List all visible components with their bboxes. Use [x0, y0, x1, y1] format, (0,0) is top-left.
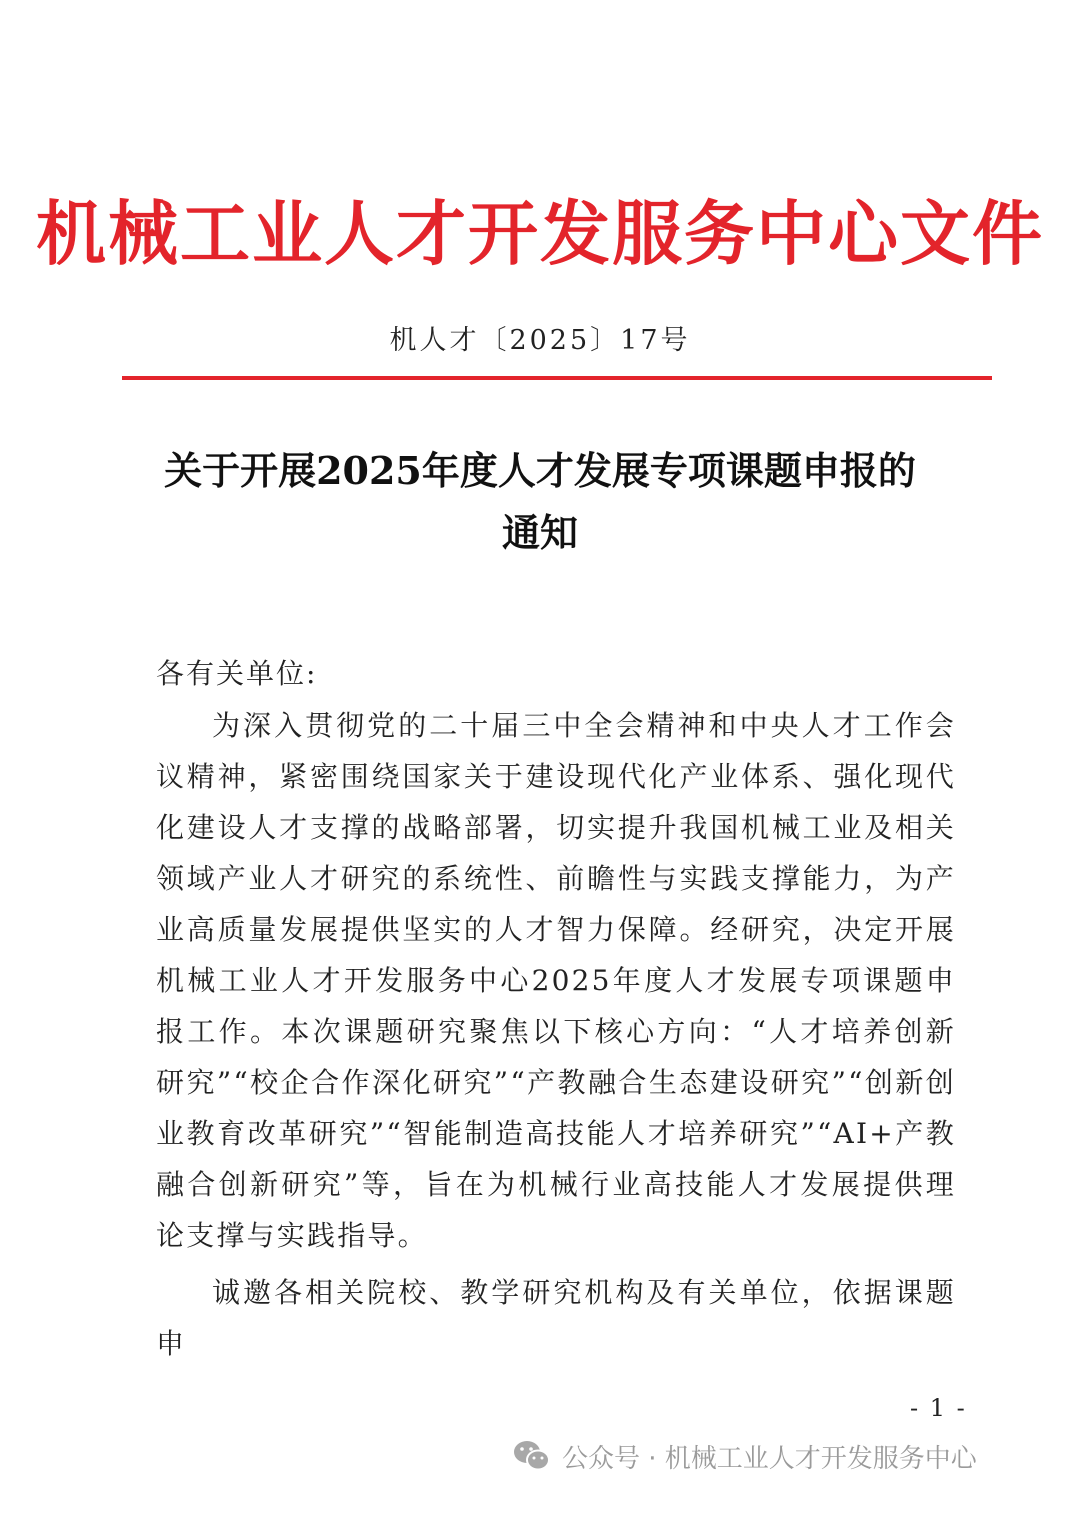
watermark — [512, 1436, 977, 1476]
notice-title-line-2: 通知 — [501, 510, 578, 555]
document-number: 机人才〔2025〕17号 — [389, 325, 691, 356]
body-text — [156, 700, 956, 1369]
org-header-title: 机械工业人才开发服务中心文件 — [36, 193, 1044, 275]
body-paragraph: 为深入贯彻党的二十届三中全会精神和中央人才工作会议精神，紧密围绕国家关于建设现代化产业体系、强化现代化建设人才支撑的战略部署，切实提升我国机械工业及相关领域产业人才研究的系统性、前瞻性与实践支撑能力，为产业高质量发展提供坚实的人才智力保障。经研究，决定开展机械工业人才开发服务中心2025年度人才发展专项课题申报工作。本次课题研究聚焦以下核心方向：“人才培养创新研究”“校企合作深化研究”“产教融合生态建设研究”“创新创业教育改革研究”“智能制造高技能人才培养研究”“AI+产教融合创新研究”等，旨在为机械行业高技能人才发展提供理论支撑与实践指导。 — [156, 709, 956, 1252]
salutation: 各有关单位: — [156, 657, 318, 690]
notice-title-line-1: 关于开展2025年度人才发展专项课题申报的 — [164, 448, 916, 493]
watermark-text: 公众号 · 机械工业人才开发服务中心 — [562, 1443, 977, 1474]
page-number: - 1 - — [910, 1394, 967, 1422]
body-paragraph: 诚邀各相关院校、教学研究机构及有关单位，依据课题申 — [156, 1276, 956, 1360]
wechat-icon — [512, 1439, 552, 1473]
red-divider-line — [122, 376, 992, 380]
notice-title — [0, 440, 1080, 564]
